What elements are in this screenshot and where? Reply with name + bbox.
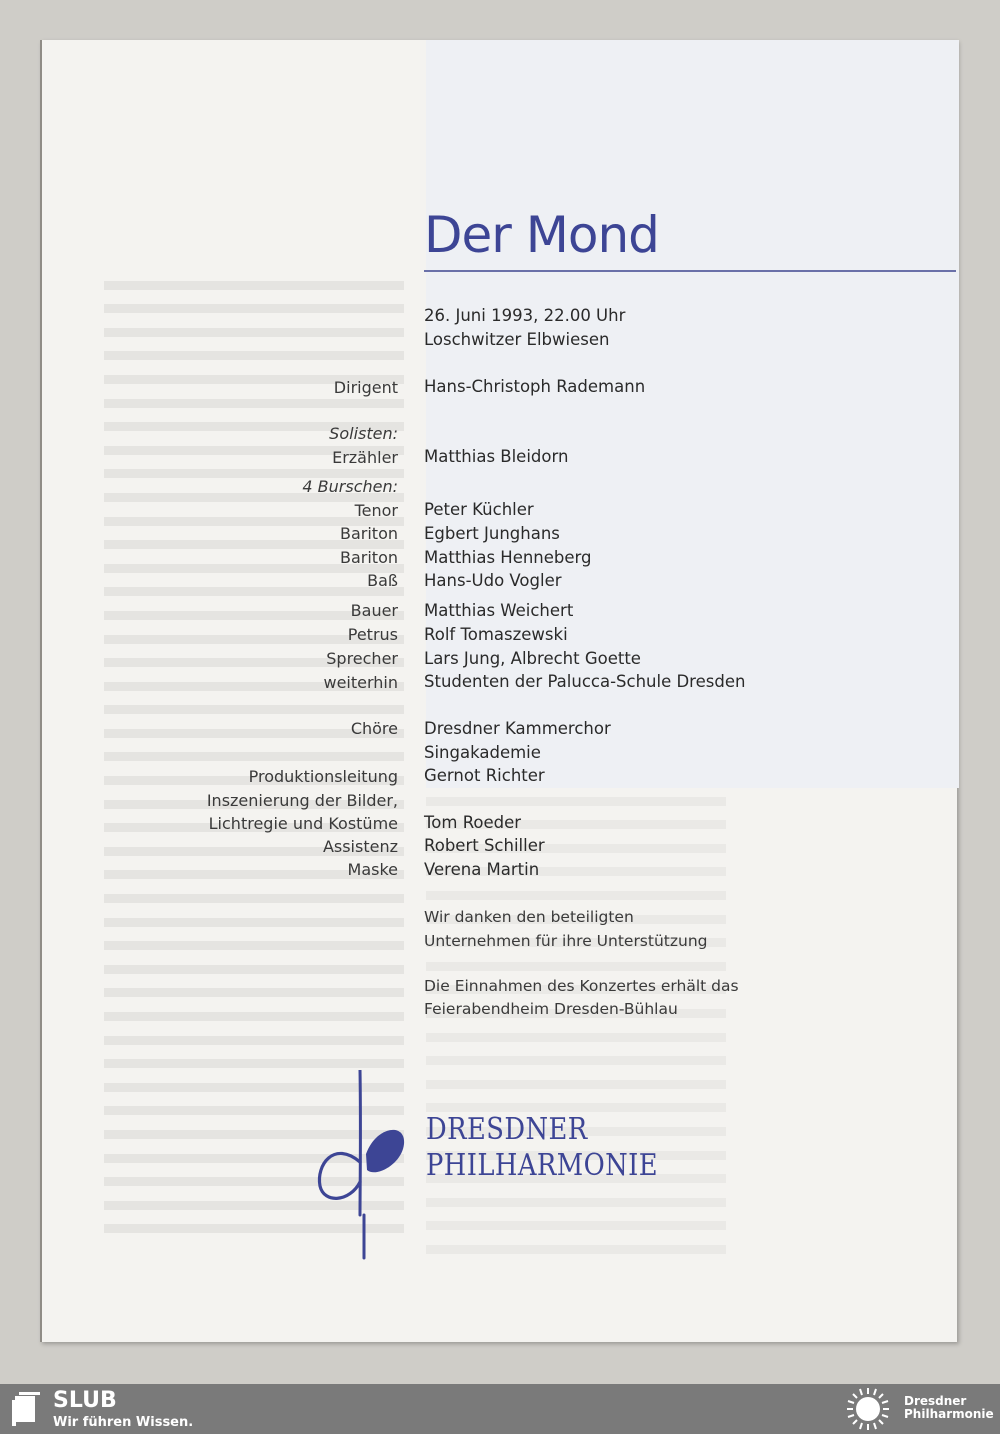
program-page <box>40 40 957 1342</box>
credit-section-label: Solisten: <box>329 424 398 443</box>
philharmonie-logo-text: DRESDNER PHILHARMONIE <box>426 1112 659 1183</box>
philharmonie-logo-mark <box>314 1070 406 1260</box>
slub-subtitle: Wir führen Wissen. <box>53 1415 194 1430</box>
credit-value: Matthias Bleidorn <box>424 447 569 466</box>
page-title: Der Mond <box>424 206 659 264</box>
credit-value: Peter Küchler <box>424 500 534 519</box>
credit-value: Hans-Udo Vogler <box>424 571 562 590</box>
credit-label: Baß <box>367 571 398 590</box>
credit-label: Assistenz <box>322 837 398 856</box>
credit-value: Matthias Weichert <box>424 601 574 620</box>
slub-title[interactable]: SLUB <box>53 1388 117 1413</box>
credit-label: Tenor <box>354 501 398 520</box>
credit-value: Matthias Henneberg <box>424 548 592 567</box>
credit-label: Erzähler <box>332 448 398 467</box>
title-rule <box>424 270 956 272</box>
credit-label: Sprecher <box>326 649 398 668</box>
footer-bar <box>0 1384 1000 1434</box>
credit-label: Chöre <box>350 719 398 738</box>
credit-label: Bauer <box>350 601 398 620</box>
thanks-line: Wir danken den beteiligten <box>424 908 634 926</box>
proceeds-line: Feierabendheim Dresden-Bühlau <box>424 1000 678 1018</box>
credit-value: Lars Jung, Albrecht Goette <box>424 649 641 668</box>
credit-value: Dresdner Kammerchor <box>424 719 611 738</box>
partner-name[interactable]: Dresdner Philharmonie <box>904 1394 994 1421</box>
credit-value: Rolf Tomaszewski <box>424 625 568 644</box>
credit-label: Produktionsleitung <box>248 767 398 786</box>
credit-value: Robert Schiller <box>424 836 545 855</box>
credit-value: Studenten der Palucca-Schule Dresden <box>424 672 746 691</box>
credit-label: weiterhin <box>323 673 398 692</box>
credit-value: Verena Martin <box>424 860 540 879</box>
credit-label: Bariton <box>339 548 398 567</box>
credit-section-label: 4 Burschen: <box>302 477 398 496</box>
event-date: 26. Juni 1993, 22.00 Uhr <box>424 306 626 325</box>
credit-label: Bariton <box>339 524 398 543</box>
event-venue: Loschwitzer Elbwiesen <box>424 330 610 349</box>
credit-label: Dirigent <box>333 378 398 397</box>
credit-value: Singakademie <box>424 743 541 762</box>
thanks-line: Unternehmen für ihre Unterstützung <box>424 932 708 950</box>
credit-label: Petrus <box>347 625 398 644</box>
credit-value: Tom Roeder <box>424 813 522 832</box>
slub-book-icon <box>12 1392 40 1426</box>
sunburst-logo-icon <box>842 1386 894 1432</box>
proceeds-line: Die Einnahmen des Konzertes erhält das <box>424 977 739 995</box>
credit-label: Lichtregie und Kostüme <box>208 814 398 833</box>
credit-value: Hans-Christoph Rademann <box>424 377 646 396</box>
credit-value: Gernot Richter <box>424 766 545 785</box>
credit-label: Inszenierung der Bilder, <box>206 791 398 810</box>
credit-value: Egbert Junghans <box>424 524 560 543</box>
credit-label: Maske <box>347 860 398 879</box>
